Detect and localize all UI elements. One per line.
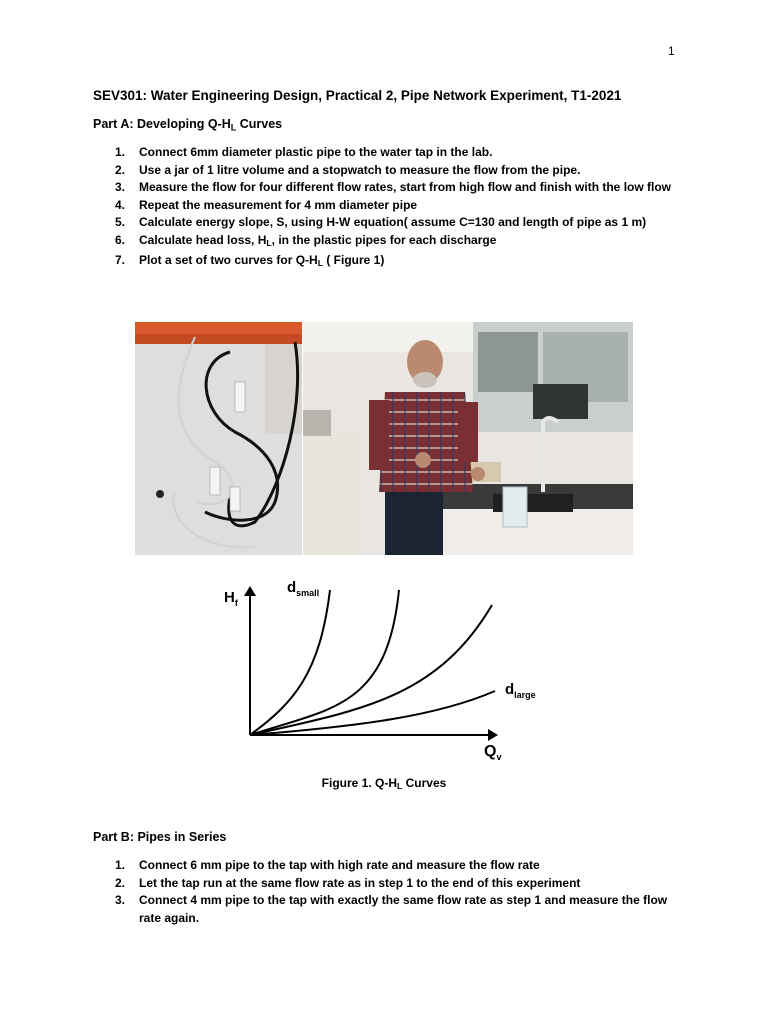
y-axis [244,586,256,735]
curve-large [250,691,495,735]
part-a-heading [93,117,282,132]
step-number: 3. [115,180,126,194]
step-number: 3. [115,893,126,907]
step-text-subscript: L [266,237,272,248]
step-text: Connect 6 mm pipe to the tap with high rate and measure the flow rate [139,858,540,872]
step-text-start: Calculate head loss, H [139,232,267,247]
list-item [93,232,683,253]
step-text-start: Plot a set of two curves for Q-H [139,253,318,268]
step-text-subscript: L [317,258,323,269]
step-number: 4. [115,197,126,212]
list-item [93,892,683,927]
document-title: SEV301: Water Engineering Design, Practical 2, Pipe Network Experiment, T1-2021 [93,88,622,103]
curve-2 [250,590,399,735]
list-item [93,144,683,162]
part-a-heading-subscript: L [230,122,237,133]
x-axis-label: $Q_v$ [484,743,502,762]
step-number: 5. [115,215,126,229]
step-text: Repeat the measurement for 4 mm diameter pipe [139,197,418,212]
part-b-steps [93,857,683,927]
step-text: Measure the flow for four different flow rates, start from high flow and finish with the low flow [139,180,672,194]
list-item [93,875,683,893]
list-item [93,162,683,180]
q-hl-curves-diagram [222,578,552,773]
list-item [93,857,683,875]
lab-experiment-photo [303,322,633,555]
figure-caption-suffix: Curves [402,776,447,790]
step-text: Connect 4 mm pipe to the tap with exactly the same flow rate as step 1 and measure the flow rate again. [139,893,668,925]
step-number: 1. [115,858,126,872]
x-axis [250,729,498,741]
step-text: Let the tap run at the same flow rate as in step 1 to the end of this experiment [139,875,581,890]
step-text-end: , in the plastic pipes for each discharge [271,232,497,247]
step-number: 7. [115,253,126,268]
step-text: Use a jar of 1 litre volume and a stopwatch to measure the flow from the pipe. [139,162,581,177]
page-number: 1 [668,44,675,58]
list-item [93,179,683,197]
step-number: 2. [115,875,126,890]
list-item [93,197,683,215]
y-axis-label: $H_f$ [224,589,238,608]
d-large-label: $d_{large}$ [505,681,536,700]
step-number: 1. [115,145,126,159]
list-item [93,214,683,232]
curve-3 [250,605,492,735]
step-text-end: ( Figure 1) [322,253,385,268]
step-text: Calculate energy slope, S, using H-W equation( assume C=130 and length of pipe as 1 m) [139,215,647,229]
step-number: 6. [115,232,126,247]
figure-caption-subscript: L [397,781,403,792]
part-a-heading-text: Part A: Developing Q-H [93,117,231,131]
list-item [93,252,683,273]
step-number: 2. [115,162,126,177]
part-a-heading-suffix: Curves [236,117,283,131]
part-b-heading: Part B: Pipes in Series [93,830,227,844]
part-a-steps [93,144,683,273]
step-text: Connect 6mm diameter plastic pipe to the water tap in the lab. [139,145,493,159]
figure-caption [0,776,768,791]
d-small-label: $d_{small}$ [287,579,320,598]
pipe-manifold-photo [135,322,302,555]
figure-caption-text: Figure 1. Q-H [321,776,398,790]
